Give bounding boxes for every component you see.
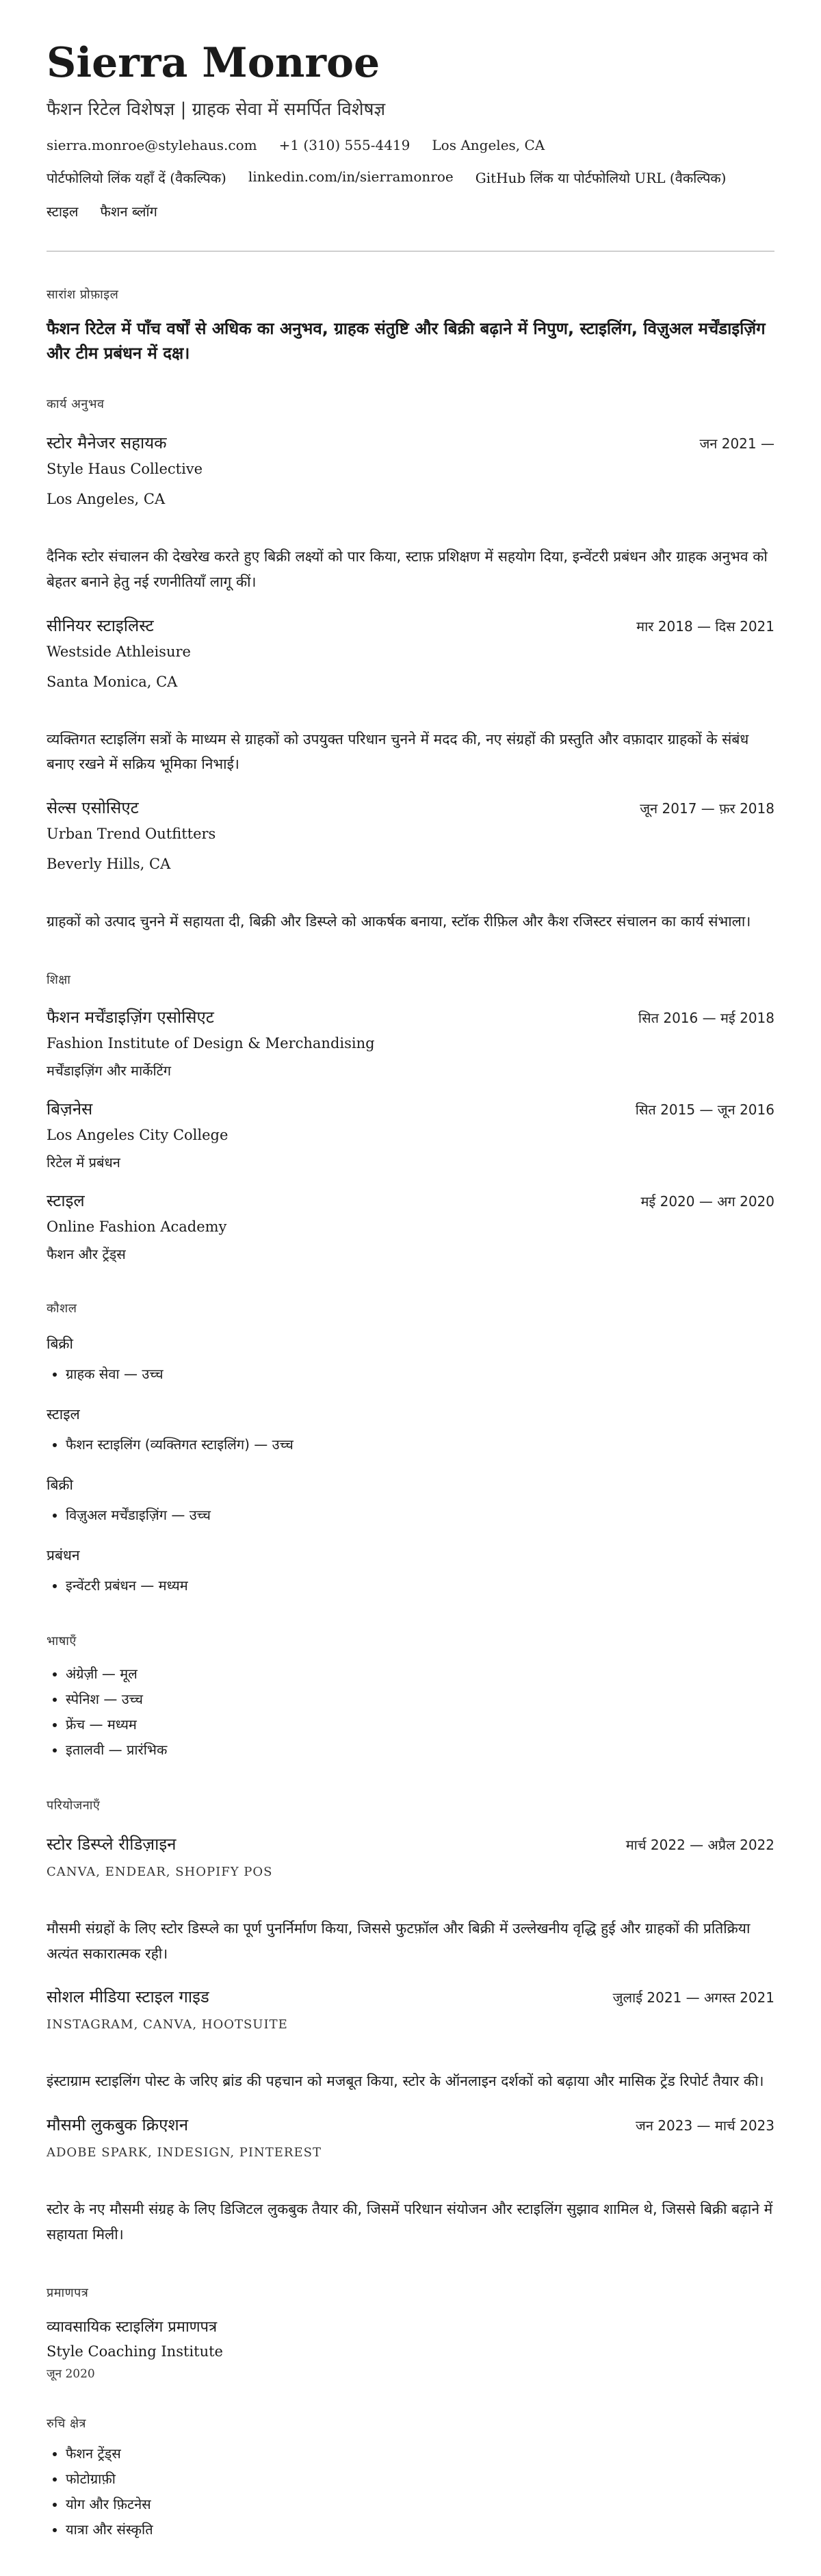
section-title: भाषाएँ: [47, 1633, 77, 1648]
language-item: • फ्रेंच — मध्यम: [66, 1712, 774, 1737]
certification-date: जून 2020: [47, 2367, 95, 2381]
skill-list: [47, 1362, 774, 1387]
degree-title: बिज़नेस: [47, 1099, 93, 1119]
section-title: कौशल: [47, 1301, 77, 1316]
experience-entry: [47, 796, 774, 934]
language-item: • अंग्रेज़ी — मूल: [66, 1661, 774, 1687]
skill-category: बिक्री: [47, 1335, 73, 1352]
skill-item: • फैशन स्टाइलिंग (व्यक्तिगत स्टाइलिंग) — उच्च: [66, 1432, 774, 1457]
job-title: सेल्स एसोसिएट: [47, 798, 139, 817]
study-field: रिटेल में प्रबंधन: [47, 1153, 120, 1171]
interest-list: [47, 2441, 774, 2542]
skills-section: [47, 1300, 774, 1598]
portfolio-link[interactable]: पोर्टफोलियो लिंक यहाँ दें (वैकल्पिक): [47, 170, 226, 186]
section-title: कार्य अनुभव: [47, 397, 105, 411]
job-date: मार 2018 — दिस 2021: [636, 617, 774, 635]
job-date: जन 2021 —: [699, 435, 774, 452]
summary-section: [47, 286, 774, 366]
github-link[interactable]: GitHub लिंक या पोर्टफोलियो URL (वैकल्पिक): [475, 170, 727, 186]
job-title: स्टोर मैनेजर सहायक: [47, 433, 167, 452]
project-title: मौसमी लुकबुक क्रिएशन: [47, 2115, 189, 2134]
school-name: Los Angeles City College: [47, 1126, 229, 1143]
degree-title: फैशन मर्चेंडाइज़िंग एसोसिएट: [47, 1007, 214, 1027]
project-date: जुलाई 2021 — अगस्त 2021: [612, 1989, 774, 2006]
job-description: ग्राहकों को उत्पाद चुनने में सहायता दी, बिक्री और डिस्प्ले को आकर्षक बनाया, स्टॉक रीफ़िल और कैश रजिस्टर संचालन का कार्य संभाला।: [47, 913, 751, 930]
study-field: फैशन और ट्रेंड्स: [47, 1245, 126, 1262]
education-entry: [47, 1097, 774, 1171]
blog-link[interactable]: फैशन ब्लॉग: [100, 203, 157, 220]
company-name: Urban Trend Outfitters: [47, 826, 216, 842]
skill-list: [47, 1432, 774, 1457]
experience-section: [47, 396, 774, 934]
interest-item: • योग और फ़िटनेस: [66, 2492, 774, 2517]
job-description: दैनिक स्टोर संचालन की देखरेख करते हुए बिक्री लक्ष्यों को पार किया, स्टाफ़ प्रशिक्षण में सहयोग दिया, इन्वेंटरी प्रबंधन और ग्राहक अनुभव को बेहतर बनाने हेतु नई रणनीतियाँ लागू कीं।: [47, 548, 768, 590]
interest-item: • फैशन ट्रेंड्स: [66, 2441, 774, 2466]
job-location: Los Angeles, CA: [47, 491, 166, 507]
education-section: [47, 971, 774, 1263]
skill-category: प्रबंधन: [47, 1546, 80, 1564]
resume-header: [47, 39, 774, 252]
project-entry: [47, 1985, 774, 2094]
project-tech: CANVA, ENDEAR, SHOPIFY POS: [47, 1864, 273, 1879]
skill-item: • इन्वेंटरी प्रबंधन — मध्यम: [66, 1573, 774, 1598]
section-title: शिक्षा: [47, 972, 71, 987]
education-date: सित 2016 — मई 2018: [638, 1009, 774, 1026]
email-link[interactable]: sierra.monroe@stylehaus.com: [47, 137, 257, 153]
project-title: स्टोर डिस्प्ले रीडिज़ाइन: [47, 1834, 177, 1854]
skill-category: स्टाइल: [47, 1405, 80, 1423]
language-item: • स्पेनिश — उच्च: [66, 1687, 774, 1712]
skill-item: • विज़ुअल मर्चेंडाइज़िंग — उच्च: [66, 1503, 774, 1528]
company-name: Westside Athleisure: [47, 643, 191, 660]
linkedin-link[interactable]: linkedin.com/in/sierramonroe: [248, 168, 454, 185]
company-name: Style Haus Collective: [47, 461, 203, 477]
skill-category: बिक्री: [47, 1476, 73, 1493]
section-title: परियोजनाएँ: [47, 1798, 101, 1813]
job-title: सीनियर स्टाइलिस्ट: [47, 615, 154, 635]
project-date: जन 2023 — मार्च 2023: [635, 2117, 774, 2134]
section-title: सारांश प्रोफ़ाइल: [47, 288, 119, 302]
school-name: Fashion Institute of Design & Merchandising: [47, 1034, 375, 1051]
project-date: मार्च 2022 — अप्रैल 2022: [625, 1836, 774, 1853]
education-date: सित 2015 — जून 2016: [635, 1101, 774, 1118]
interests-section: [47, 2415, 774, 2542]
certification-issuer: Style Coaching Institute: [47, 2343, 223, 2360]
school-name: Online Fashion Academy: [47, 1218, 227, 1235]
education-date: मई 2020 — अग 2020: [640, 1193, 774, 1210]
certification-title: व्यावसायिक स्टाइलिंग प्रमाणपत्र: [47, 2318, 218, 2336]
project-description: स्टोर के नए मौसमी संग्रह के लिए डिजिटल लुकबुक तैयार की, जिसमें परिधान संयोजन और स्टाइलिंग सुझाव शामिल थे, जिससे बिक्री बढ़ाने में सहायता मिली।: [47, 2201, 773, 2243]
project-title: सोशल मीडिया स्टाइल गाइड: [47, 1987, 209, 2007]
project-description: इंस्टाग्राम स्टाइलिंग पोस्ट के जरिए ब्रांड की पहचान को मजबूत किया, स्टोर के ऑनलाइन दर्शकों को बढ़ाया और मासिक ट्रेंड रिपोर्ट तैयार की।: [47, 2073, 764, 2090]
language-item: • इतालवी — प्रारंभिक: [66, 1737, 774, 1763]
experience-entry: [47, 431, 774, 595]
skill-list: [47, 1573, 774, 1598]
job-description: व्यक्तिगत स्टाइलिंग सत्रों के माध्यम से ग्राहकों को उपयुक्त परिधान चुनने में मदद की, नए संग्रहों की प्रस्तुति और वफ़ादार ग्राहकों के संबंध बनाए रखने में सक्रिय भूमिका निभाई।: [47, 730, 749, 773]
project-entry: [47, 2113, 774, 2247]
location-text: Los Angeles, CA: [432, 137, 545, 153]
experience-entry: [47, 614, 774, 778]
style-link[interactable]: स्टाइल: [47, 203, 79, 220]
header-divider: [47, 251, 774, 252]
study-field: मर्चेंडाइज़िंग और मार्केटिंग: [47, 1062, 172, 1079]
certifications-section: [47, 2284, 774, 2381]
summary-text: फैशन रिटेल में पाँच वर्षों से अधिक का अनुभव, ग्राहक संतुष्टि और बिक्री बढ़ाने में निपुण, स्टाइलिंग, विज़ुअल मर्चेंडाइज़िंग और टीम प्रबंधन में दक्ष।: [47, 319, 766, 363]
phone-text: +1 (310) 555-4419: [278, 137, 410, 153]
education-entry: [47, 1006, 774, 1080]
project-tech: INSTAGRAM, CANVA, HOOTSUITE: [47, 2017, 288, 2032]
interest-item: • यात्रा और संस्कृति: [66, 2517, 774, 2542]
links-row: [47, 168, 774, 235]
contact-row: [47, 137, 774, 153]
language-list: [47, 1661, 774, 1763]
candidate-headline: फैशन रिटेल विशेषज्ञ | ग्राहक सेवा में समर्पित विशेषज्ञ: [47, 99, 386, 120]
candidate-name: Sierra Monroe: [47, 39, 380, 87]
job-date: जून 2017 — फ़र 2018: [640, 800, 774, 817]
project-tech: ADOBE SPARK, INDESIGN, PINTEREST: [47, 2145, 322, 2160]
interest-item: • फोटोग्राफ़ी: [66, 2466, 774, 2492]
project-description: मौसमी संग्रहों के लिए स्टोर डिस्प्ले का पूर्ण पुनर्निर्माण किया, जिससे फुटफ़ॉल और बिक्री में उल्लेखनीय वृद्धि हुई और ग्राहकों की प्रतिक्रिया अत्यंत सकारात्मक रही।: [47, 1920, 751, 1962]
degree-title: स्टाइल: [47, 1190, 85, 1210]
skill-list: [47, 1503, 774, 1528]
education-entry: [47, 1189, 774, 1263]
languages-section: [47, 1633, 774, 1763]
skill-item: • ग्राहक सेवा — उच्च: [66, 1362, 774, 1387]
section-title: प्रमाणपत्र: [47, 2285, 89, 2300]
job-location: Santa Monica, CA: [47, 673, 178, 690]
job-location: Beverly Hills, CA: [47, 856, 171, 872]
project-entry: [47, 1833, 774, 1967]
section-title: रुचि क्षेत्र: [47, 2416, 86, 2431]
projects-section: [47, 1797, 774, 2247]
